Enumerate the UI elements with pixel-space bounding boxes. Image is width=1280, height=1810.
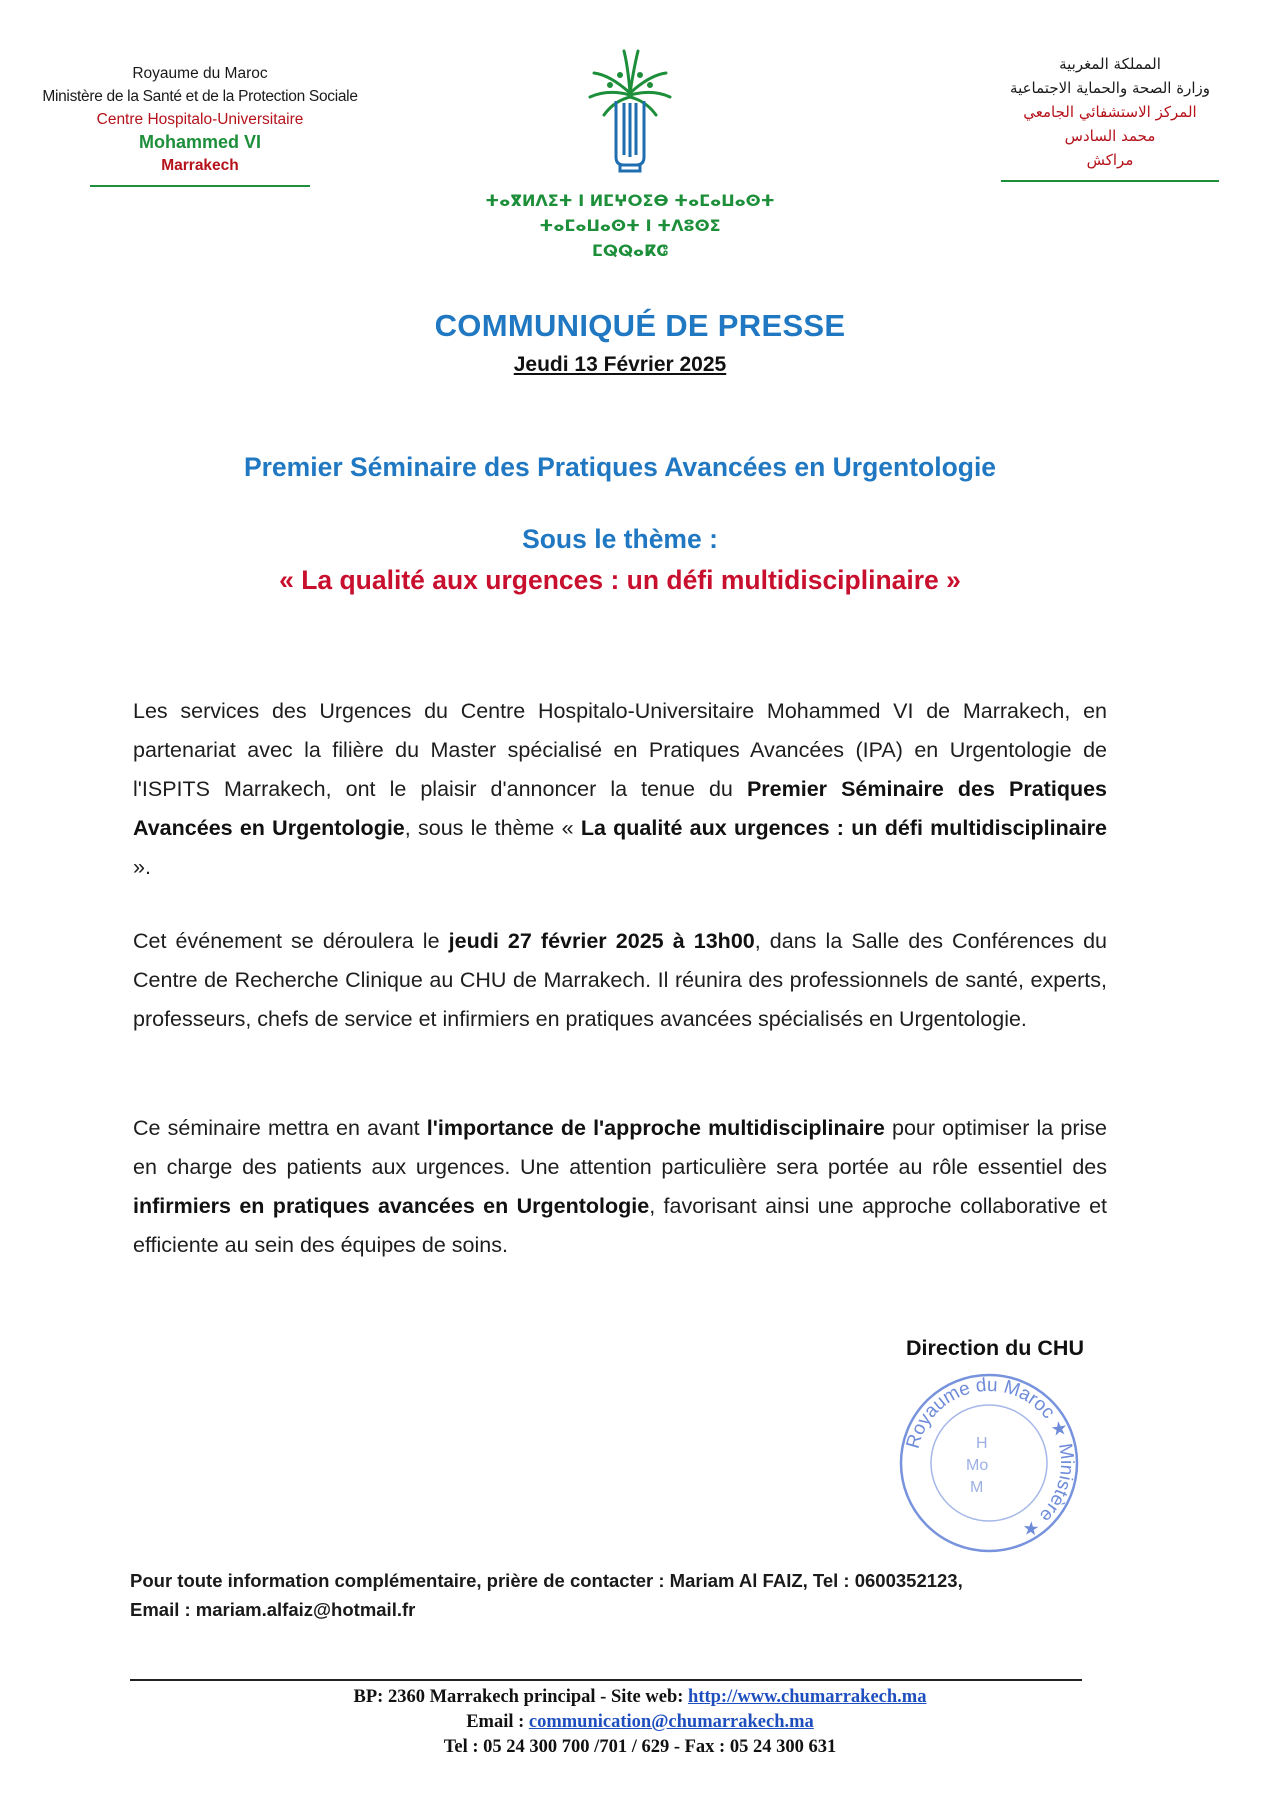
official-stamp-icon <box>896 1370 1082 1556</box>
contact-email: Email : mariam.alfaiz@hotmail.fr <box>130 1599 416 1620</box>
text-run: , sous le thème « <box>404 816 581 840</box>
header-left-divider <box>90 185 310 187</box>
text-run: , favorisant ainsi une approche collaborative et efficiente au sein des équipes de soins. <box>133 1194 1107 1257</box>
text-run-bold: Premier Séminaire des Pratiques Avancées en Urgentologie <box>133 777 1107 840</box>
header-right-kingdom: المملكة المغربية <box>1059 55 1161 73</box>
footer-bp: BP: 2360 Marrakech principal - Site web: <box>353 1687 689 1707</box>
stamp-inner-text: H <box>976 1435 988 1452</box>
footer-site-link[interactable]: http://www.chumarrakech.ma <box>688 1687 927 1707</box>
contact-block <box>130 1566 1110 1624</box>
text-run: Cet événement se déroulera le <box>133 929 449 953</box>
footer-email-line <box>0 1710 1280 1735</box>
text-run: ». <box>133 855 151 879</box>
text-run: , dans la Salle des Conférences du Centre de Recherche Clinique au CHU de Marrakech. Il réunira des professionnels de santé, experts, professeurs, chefs de service et infirmiers en pratiques avancées spécialisés en Urgentologie. <box>133 929 1107 1031</box>
footer-email-label: Email : <box>466 1712 529 1732</box>
tifinagh-line: ⵜⴰⵎⴰⵡⴰⵙⵜ ⵏ ⵜⴷⵓⵙⵉ <box>539 216 721 235</box>
release-date: Jeudi 13 Février 2025 <box>513 353 727 376</box>
paragraph-intro <box>133 692 1107 887</box>
tifinagh-line: ⵎⵕⵕⴰⴽⵛ <box>591 241 669 260</box>
paragraph-event <box>133 922 1107 1039</box>
text-run: Ce séminaire mettra en avant <box>133 1116 427 1140</box>
header-right-city: مراكش <box>1086 151 1134 169</box>
footer-divider <box>130 1679 1082 1681</box>
header-right-name: محمد السادس <box>1064 127 1156 145</box>
header-left-ministry: Ministère de la Santé et de la Protection Sociale <box>42 88 358 105</box>
text-run-bold: La qualité aux urgences : un défi multidisciplinaire <box>580 816 1107 840</box>
footer-email-link[interactable]: communication@chumarrakech.ma <box>528 1712 814 1732</box>
page-title: COMMUNIQUÉ DE PRESSE <box>434 308 846 343</box>
text-run-bold: infirmiers en pratiques avancées en Urgentologie <box>133 1194 650 1218</box>
header-left-name: Mohammed VI <box>138 132 262 152</box>
footer-block <box>0 1685 1280 1760</box>
footer-address-line <box>0 1685 1280 1710</box>
header-left-center: Centre Hospitalo-Universitaire <box>96 111 304 128</box>
stamp-outer-text: Royaume du Maroc ★ Ministère ★ <box>902 1374 1078 1542</box>
header-right-center: المركز الاستشفائي الجامعي <box>1023 103 1197 121</box>
paragraph-focus <box>133 1109 1107 1265</box>
header-left-block <box>20 62 380 187</box>
text-run: Les services des Urgences du Centre Hospitalo-Universitaire Mohammed VI de Marrakech, en partenariat avec la filière du Master spécialisé en Pratiques Avancées (IPA) en Urgentologie de l'ISPITS Marrakech, ont le plaisir d'annoncer la tenue du <box>133 699 1107 801</box>
stamp-inner-text: Mo <box>966 1457 989 1474</box>
text-run-bold: l'importance de l'approche multidisciplinaire <box>426 1116 885 1140</box>
text-run-bold: jeudi 27 février 2025 à 13h00 <box>448 929 755 953</box>
header-right-block <box>980 52 1240 182</box>
footer-phone-line: Tel : 05 24 300 700 /701 / 629 - Fax : 05 24 300 631 <box>443 1737 837 1757</box>
palm-emblem-icon <box>580 45 680 175</box>
tifinagh-line: ⵜⴰⴳⵍⴷⵉⵜ ⵏ ⵍⵎⵖⵔⵉⴱ ⵜⴰⵎⴰⵡⴰⵙⵜ <box>485 191 775 210</box>
theme-label: Sous le thème : <box>522 524 718 554</box>
seminar-title: Premier Séminaire des Pratiques Avancées en Urgentologie <box>243 452 997 482</box>
signature-label: Direction du CHU <box>906 1336 1084 1360</box>
header-left-kingdom: Royaume du Maroc <box>132 65 268 82</box>
text-run: pour optimiser la prise en charge des patients aux urgences. Une attention particulière sera portée au rôle essentiel des <box>133 1116 1107 1179</box>
header-right-ministry: وزارة الصحة والحماية الاجتماعية <box>1010 79 1210 97</box>
header-tifinagh-block <box>440 188 820 263</box>
header-left-city: Marrakech <box>161 157 239 174</box>
theme-text: « La qualité aux urgences : un défi multidisciplinaire » <box>279 565 961 595</box>
header-right-divider <box>1001 180 1219 182</box>
contact-line: Pour toute information complémentaire, prière de contacter : Mariam Al FAIZ, Tel : 0600352123, <box>130 1570 963 1591</box>
stamp-inner-text: M <box>970 1479 984 1496</box>
